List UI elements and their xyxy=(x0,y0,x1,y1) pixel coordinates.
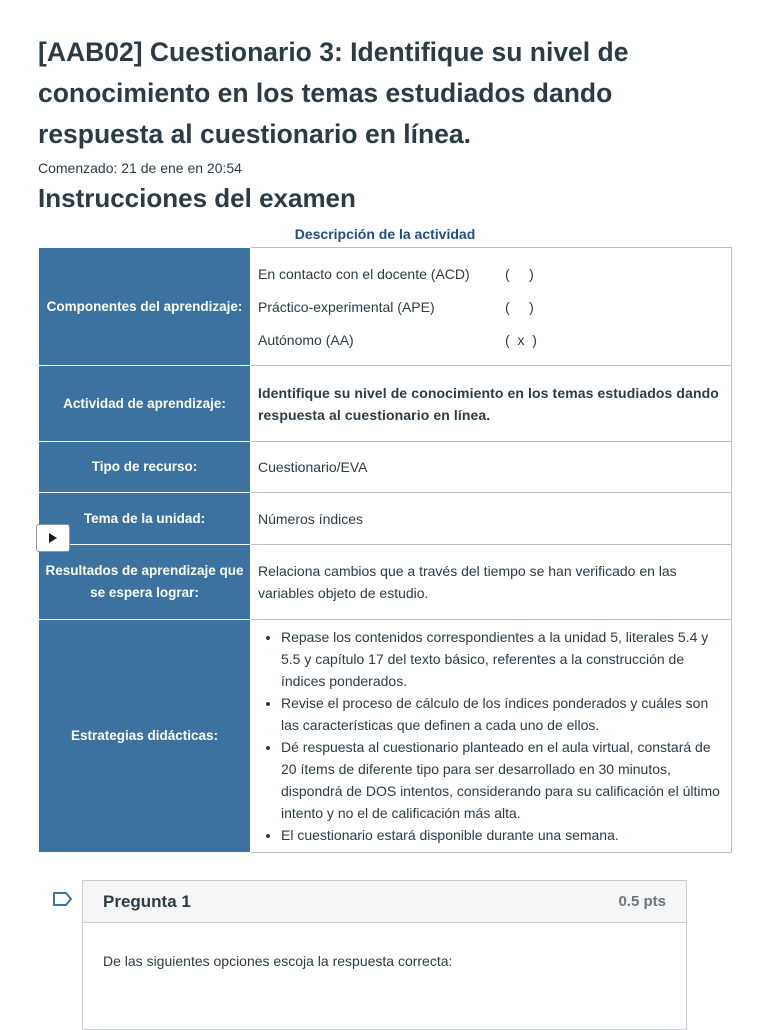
play-icon xyxy=(48,532,58,544)
results-label: Resultados de aprendizaje que se espera lograr: xyxy=(39,545,251,620)
page-title: [AAB02] Cuestionario 3: Identifique su nivel de conocimiento en los temas estudiados dando respuesta al cuestionario en línea. xyxy=(38,37,629,149)
component-name: Práctico-experimental (APE) xyxy=(258,298,435,315)
component-mark: ( ) xyxy=(505,298,534,315)
component-item xyxy=(258,257,724,290)
question-points: 0.5 pts xyxy=(618,893,666,910)
table-row xyxy=(39,620,732,853)
component-item xyxy=(258,323,724,356)
table-row xyxy=(39,493,732,545)
components-label: Componentes del aprendizaje: xyxy=(39,248,251,366)
strategies-label: Estrategias didácticas: xyxy=(39,620,251,853)
component-mark: ( x ) xyxy=(505,331,537,348)
list-item: • Dé respuesta al cuestionario planteado en el aula virtual, constará de 20 ítems de diferente tipo para ser desarrollado en 30 minutos, dispondrá de DOS intentos, considerando para su calificación el último intento y no el de calificación más alta. xyxy=(281,736,724,824)
component-name: En contacto con el docente (ACD) xyxy=(258,265,470,282)
question-text: De las siguientes opciones escoja la respuesta correcta: xyxy=(103,953,453,969)
question-title: Pregunta 1 xyxy=(103,891,191,911)
strategies-list xyxy=(258,626,724,846)
instructions-heading: Instrucciones del examen xyxy=(38,183,356,213)
list-item: • Revise el proceso de cálculo de los índices ponderados y cuáles son las características que definen a cada uno de ellos. xyxy=(281,692,724,736)
activity-text: Identifique su nivel de conocimiento en los temas estudiados dando respuesta al cuestionario en línea. xyxy=(258,384,719,423)
list-item: • Repase los contenidos correspondientes a la unidad 5, literales 5.4 y 5.5 y capítulo 17 del texto básico, referentes a la construcción de índices ponderados. xyxy=(281,626,724,692)
table-row xyxy=(39,545,732,620)
resource-label: Tipo de recurso: xyxy=(39,442,251,493)
component-name: Autónomo (AA) xyxy=(258,331,354,348)
activity-value xyxy=(251,366,732,442)
play-button[interactable] xyxy=(36,524,70,552)
activity-description-table xyxy=(38,247,732,853)
list-item: • El cuestionario estará disponible durante una semana. xyxy=(281,824,724,846)
table-row xyxy=(39,248,732,366)
strategies-value xyxy=(251,620,732,853)
question-card xyxy=(82,880,687,1030)
table-row xyxy=(39,442,732,493)
started-timestamp: Comenzado: 21 de ene en 20:54 xyxy=(38,160,242,176)
components-value xyxy=(251,248,732,366)
bookmark-flag-icon[interactable] xyxy=(52,891,74,907)
table-row xyxy=(39,366,732,442)
component-mark: ( ) xyxy=(505,265,534,282)
topic-label: Tema de la unidad: xyxy=(39,493,251,545)
activity-label: Actividad de aprendizaje: xyxy=(39,366,251,442)
results-value: Relaciona cambios que a través del tiempo se han verificado en las variables objeto de estudio. xyxy=(251,545,732,620)
resource-value: Cuestionario/EVA xyxy=(251,442,732,493)
topic-value: Números índices xyxy=(251,493,732,545)
component-item xyxy=(258,290,724,323)
table-caption: Descripción de la actividad xyxy=(294,226,476,242)
question-header xyxy=(83,881,686,923)
